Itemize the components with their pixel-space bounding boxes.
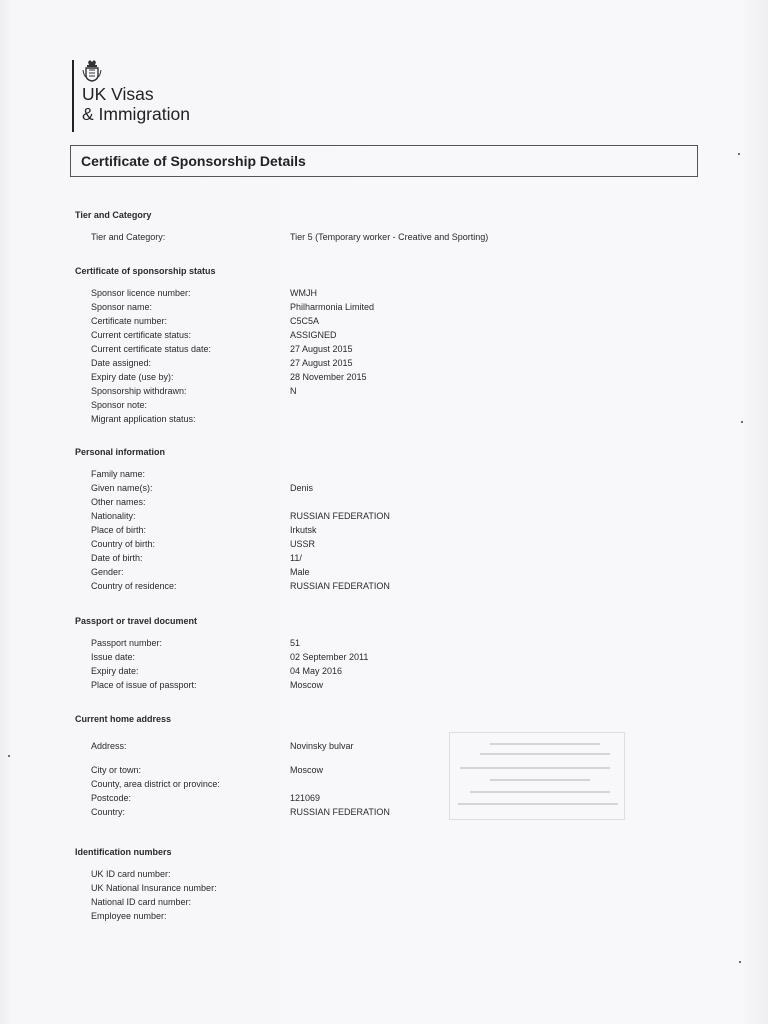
field-value: Male <box>290 567 310 577</box>
field-value: RUSSIAN FEDERATION <box>290 807 390 817</box>
field-label: Gender: <box>91 567 124 577</box>
field-label: Given name(s): <box>91 483 153 493</box>
field-value: Novinsky bulvar <box>290 741 354 751</box>
field-value: RUSSIAN FEDERATION <box>290 581 390 591</box>
field-label: Certificate number: <box>91 316 168 326</box>
field-label: UK ID card number: <box>91 869 171 879</box>
royal-crest-icon <box>82 60 102 82</box>
field-label: Migrant application status: <box>91 414 196 424</box>
field-label: Sponsor note: <box>91 400 148 410</box>
field-value: ASSIGNED <box>290 330 337 340</box>
field-value: 27 August 2015 <box>290 358 353 368</box>
field-value: 04 May 2016 <box>290 666 343 676</box>
section-heading-address: Current home address <box>75 714 172 724</box>
field-label: Passport number: <box>91 638 163 648</box>
section-heading-personal: Personal information <box>75 447 166 457</box>
section-heading-tier: Tier and Category <box>75 210 152 220</box>
scan-speck <box>739 961 741 963</box>
field-label: Expiry date: <box>91 666 139 676</box>
scan-speck <box>8 755 10 757</box>
field-value: 121069 <box>290 793 321 803</box>
field-label: Employee number: <box>91 911 167 921</box>
field-value: 51 <box>290 638 301 648</box>
field-label: Date of birth: <box>91 553 143 563</box>
field-label: Sponsorship withdrawn: <box>91 386 187 396</box>
field-value: Denis <box>290 483 314 493</box>
field-label: UK National Insurance number: <box>91 883 217 893</box>
field-label: Address: <box>91 741 127 751</box>
field-label: Country: <box>91 807 126 817</box>
field-label: Issue date: <box>91 652 136 662</box>
field-label: County, area district or province: <box>91 779 220 789</box>
field-label: Place of issue of passport: <box>91 680 197 690</box>
field-value: WMJH <box>290 288 317 298</box>
field-label: Sponsor name: <box>91 302 153 312</box>
field-label: City or town: <box>91 765 142 775</box>
field-label: Sponsor licence number: <box>91 288 191 298</box>
field-value: Philharmonia Limited <box>290 302 375 312</box>
field-value: 28 November 2015 <box>290 372 367 382</box>
field-label: Place of birth: <box>91 525 147 535</box>
brand-block <box>72 60 190 132</box>
field-value: Irkutsk <box>290 525 317 535</box>
field-label: National ID card number: <box>91 897 192 907</box>
field-label: Country of birth: <box>91 539 156 549</box>
scan-speck <box>741 421 743 423</box>
field-value: 02 September 2011 <box>290 652 369 662</box>
section-heading-status: Certificate of sponsorship status <box>75 266 216 276</box>
brand-name: UK Visas & Immigration <box>82 84 190 124</box>
page-title: Certificate of Sponsorship Details <box>81 153 306 169</box>
title-box <box>70 145 698 177</box>
field-label: Current certificate status: <box>91 330 192 340</box>
field-value: USSR <box>290 539 316 549</box>
field-value: 11/ <box>290 553 302 563</box>
field-value: 27 August 2015 <box>290 344 353 354</box>
field-label: Current certificate status date: <box>91 344 212 354</box>
field-label: Tier and Category: <box>91 232 166 242</box>
section-heading-passport: Passport or travel document <box>75 616 198 626</box>
field-label: Date assigned: <box>91 358 152 368</box>
field-label: Country of residence: <box>91 581 177 591</box>
faint-stamp <box>449 732 625 820</box>
field-value: RUSSIAN FEDERATION <box>290 511 390 521</box>
field-label: Family name: <box>91 469 146 479</box>
field-label: Postcode: <box>91 793 132 803</box>
field-value: Moscow <box>290 765 324 775</box>
field-value: Tier 5 (Temporary worker - Creative and Sporting) <box>290 232 489 242</box>
field-value: N <box>290 386 297 396</box>
field-label: Nationality: <box>91 511 136 521</box>
field-value: Moscow <box>290 680 324 690</box>
field-label: Expiry date (use by): <box>91 372 174 382</box>
field-value: C5C5A <box>290 316 320 326</box>
scan-speck <box>738 153 740 155</box>
section-heading-ids: Identification numbers <box>75 847 172 857</box>
field-label: Other names: <box>91 497 146 507</box>
